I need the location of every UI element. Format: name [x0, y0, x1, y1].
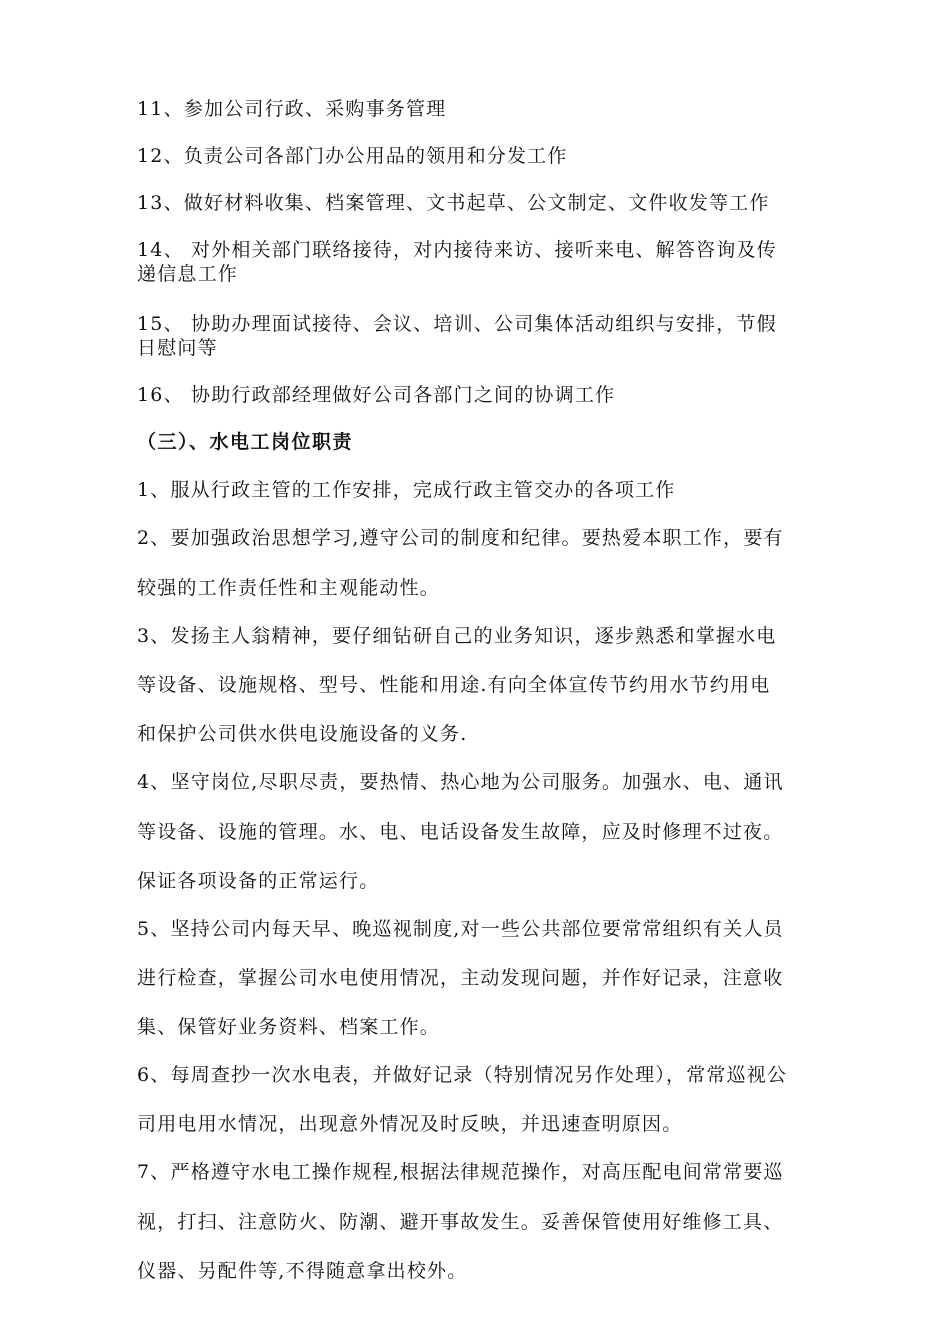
item-12: 12、负责公司各部门办公用品的领用和分发工作: [137, 145, 568, 167]
duty-line: 保证各项设备的正常运行。: [137, 870, 380, 892]
item-14-line-1: 14、 对外相关部门联络接待，对内接待来访、接听来电、解答咨询及传: [137, 239, 777, 261]
duty-line: 视，打扫、注意防火、防潮、避开事故发生。妥善保管使用好维修工具、: [137, 1211, 784, 1233]
item-16: 16、 协助行政部经理做好公司各部门之间的协调工作: [137, 384, 616, 406]
duty-line: 较强的工作责任性和主观能动性。: [137, 577, 441, 599]
duty-line: 司用电用水情况，出现意外情况及时反映，并迅速查明原因。: [137, 1113, 683, 1135]
item-15-line-1: 15、 协助办理面试接待、会议、培训、公司集体活动组织与安排，节假: [137, 313, 777, 335]
duty-line: 1、服从行政主管的工作安排，完成行政主管交办的各项工作: [137, 479, 676, 501]
duty-line: 和保护公司供水供电设施设备的义务.: [137, 723, 468, 745]
duty-line: 7、严格遵守水电工操作规程,根据法律规范操作，对高压配电间常常要巡: [137, 1161, 784, 1183]
duty-line: 仪器、另配件等,不得随意拿出校外。: [137, 1260, 468, 1282]
duty-line: 等设备、设施规格、型号、性能和用途.有向全体宣传节约用水节约用电: [137, 674, 771, 696]
item-15-line-2: 日慰问等: [137, 337, 218, 359]
item-13: 13、做好材料收集、档案管理、文书起草、公文制定、文件收发等工作: [137, 192, 770, 214]
item-14-line-2: 递信息工作: [137, 263, 239, 285]
duty-line: 6、每周查抄一次水电表，并做好记录（特别情况另作处理），常常巡视公: [137, 1064, 788, 1086]
duty-line: 等设备、设施的管理。水、电、电话设备发生故障，应及时修理不过夜。: [137, 821, 784, 843]
duty-line: 进行检查，掌握公司水电使用情况，主动发现问题，并作好记录，注意收: [137, 967, 784, 989]
duty-line: 5、坚持公司内每天早、晚巡视制度,对一些公共部位要常常组织有关人员: [137, 918, 784, 940]
duty-line: 4、坚守岗位,尽职尽责，要热情、热心地为公司服务。加强水、电、通讯: [137, 771, 784, 793]
duty-line: 2、要加强政治思想学习,遵守公司的制度和纪律。要热爱本职工作，要有: [137, 527, 784, 549]
duty-line: 集、保管好业务资料、档案工作。: [137, 1016, 441, 1038]
item-11: 11、参加公司行政、采购事务管理: [137, 98, 447, 120]
duty-line: 3、发扬主人翁精神，要仔细钻研自己的业务知识，逐步熟悉和掌握水电: [137, 625, 777, 647]
section-title: （三）、水电工岗位职责: [137, 431, 354, 453]
